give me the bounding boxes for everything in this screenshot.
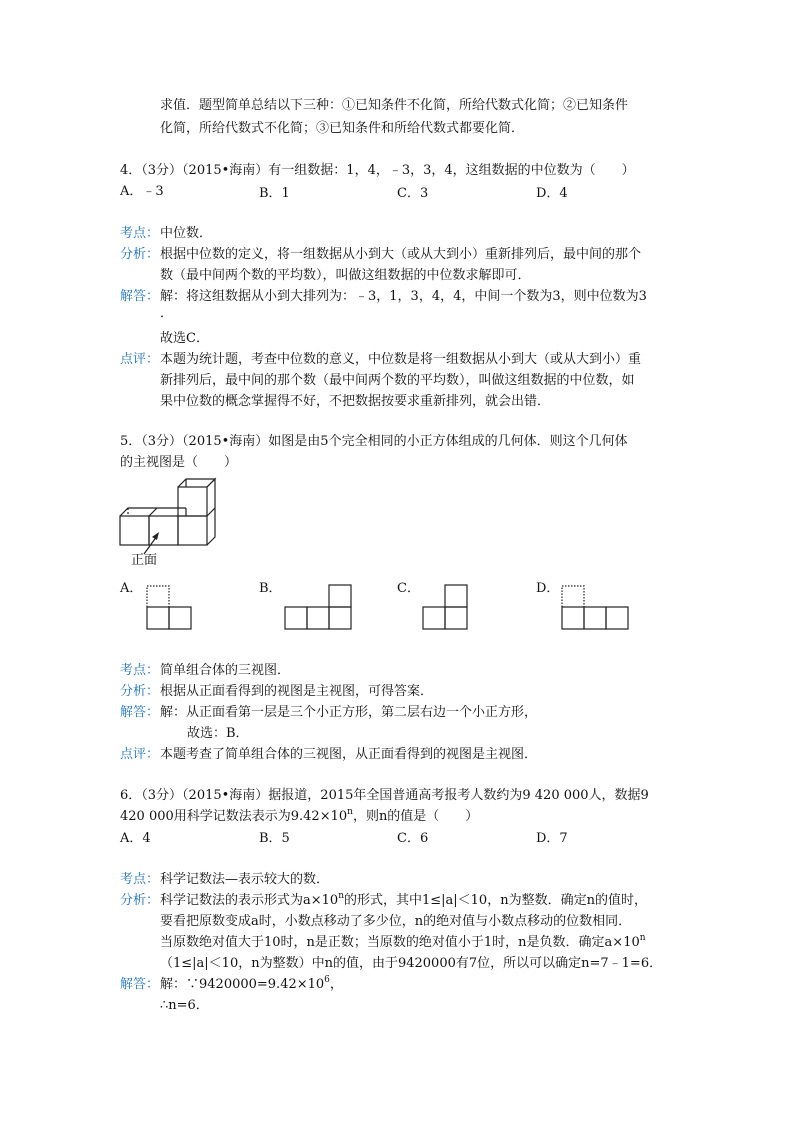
q6-jieda-line-1: 解：$\because 9420000=9.42\times 10^6$， — [160, 975, 343, 992]
q5-option-b: B． — [259, 581, 282, 596]
q6-fenxi-line-3: 当原数绝对值大于10时，n是正数；当原数的绝对值小于1时，n是负数．确定$a\times 10^n$ — [160, 933, 646, 950]
q4-jieda-line-1: 解：将这组数据从小到大排列为：﹣3，1，3，4，4，中间一个数为3，则中位数为3 — [160, 289, 647, 304]
q6-kaodian-text: 科学记数法—表示较大的数． — [160, 872, 330, 887]
q6-option-b: B．5 — [259, 831, 290, 846]
q6-fenxi-line-2: 要看把原数变成a时，小数点移动了多少位，n的绝对值与小数点移动的位数相同． — [160, 914, 632, 929]
q4-fenxi-line-2: 数（最中间两个数的平均数），叫做这组数据的中位数求解即可． — [160, 268, 531, 283]
q5-kaodian-label: 考点： — [120, 663, 160, 678]
q5-solid-figure — [118, 478, 233, 548]
q6-stem-line-2: 420 000用科学记数法表示为$9.42\times 10^n$，则n的值是（ ） — [120, 807, 479, 824]
q5-jieda-label: 解答： — [120, 705, 160, 720]
q5-option-a-figure — [146, 585, 194, 633]
q6-kaodian-label: 考点： — [120, 872, 160, 887]
q4-dianping-line-1: 本题为统计题，考查中位数的意义，中位数是将一组数据从小到大（或从大到小）重 — [160, 352, 642, 367]
q5-option-d: D． — [536, 581, 560, 596]
q5-fenxi-label: 分析： — [120, 684, 160, 699]
q4-dianping-label: 点评： — [120, 352, 160, 367]
q6-option-c: C．6 — [397, 831, 429, 846]
q5-jieda-line-2: 故选：B． — [187, 726, 249, 741]
q5-option-a: A． — [120, 581, 143, 596]
q4-fenxi-label: 分析： — [120, 247, 160, 262]
q6-fenxi-line-4: （1≤|a|＜10，n为整数）中n的值，由于9420000有7位，所以可以确定n=7﹣1=6． — [160, 956, 663, 971]
q6-jieda-label: 解答： — [120, 977, 160, 992]
q4-fenxi-line-1: 根据中位数的定义，将一组数据从小到大（或从大到小）重新排列后，最中间的那个 — [160, 247, 642, 262]
q5-stem-line-2: 的主视图是（ ） — [120, 455, 238, 470]
q5-option-b-figure — [284, 585, 356, 633]
q4-jieda-line-3: 故选C． — [160, 331, 209, 346]
q4-stem: 4．（3分）（2015•海南）有一组数据：1，4，﹣3，3，4，这组数据的中位数为（ ） — [120, 163, 635, 178]
q6-fenxi-label: 分析： — [120, 893, 160, 908]
q4-kaodian-label: 考点： — [120, 226, 160, 241]
q6-stem-line-1: 6．（3分）（2015•海南）据报道，2015年全国普通高考报考人数约为9 420 000人，数据9 — [120, 788, 649, 803]
q6-fenxi-line-1: 科学记数法的表示形式为$a\times 10^n$的形式，其中1≤|a|＜10，n为整数．确定n的值时， — [160, 891, 647, 908]
q6-jieda-line-2: ∴n=6． — [160, 998, 209, 1013]
intro-line-1: 求值．题型简单总结以下三种：①已知条件不化简，所给代数式化简；②已知条件 — [160, 98, 629, 113]
q4-option-d: D．4 — [536, 186, 568, 201]
q4-dianping-line-2: 新排列后，最中间的那个数（最中间两个数的平均数），叫做这组数据的中位数，如 — [160, 373, 635, 388]
q4-jieda-label: 解答： — [120, 289, 160, 304]
q4-dianping-line-3: 果中位数的概念掌握得不好，不把数据按要求重新排列，就会出错． — [160, 394, 551, 409]
q4-option-a: A．﹣3 — [120, 184, 164, 199]
q5-dianping-text: 本题考查了简单组合体的三视图，从正面看得到的视图是主视图． — [160, 747, 538, 762]
q6-option-a: A．4 — [120, 831, 151, 846]
q6-option-d: D．7 — [536, 831, 568, 846]
q4-jieda-line-2: ． — [160, 306, 174, 321]
q5-option-d-figure — [561, 585, 633, 633]
q5-option-c-figure — [422, 585, 470, 633]
intro-line-2: 化简，所给代数式不化简；③已知条件和所给代数式都要化简． — [160, 121, 525, 136]
q4-option-b: B．1 — [259, 186, 290, 201]
q4-option-c: C．3 — [397, 186, 429, 201]
q4-kaodian-text: 中位数． — [160, 226, 213, 241]
q5-option-c: C． — [397, 581, 420, 596]
q5-jieda-line-1: 解：从正面看第一层是三个小正方形，第二层右边一个小正方形， — [160, 705, 538, 720]
q5-stem-line-1: 5．（3分）（2015•海南）如图是由5个完全相同的小正方体组成的几何体．则这个几何体 — [120, 434, 628, 449]
q5-dianping-label: 点评： — [120, 747, 160, 762]
q5-figure-label: 正面 — [131, 553, 158, 568]
q5-fenxi-text: 根据从正面看得到的视图是主视图，可得答案． — [160, 684, 434, 699]
q5-kaodian-text: 简单组合体的三视图． — [160, 663, 291, 678]
